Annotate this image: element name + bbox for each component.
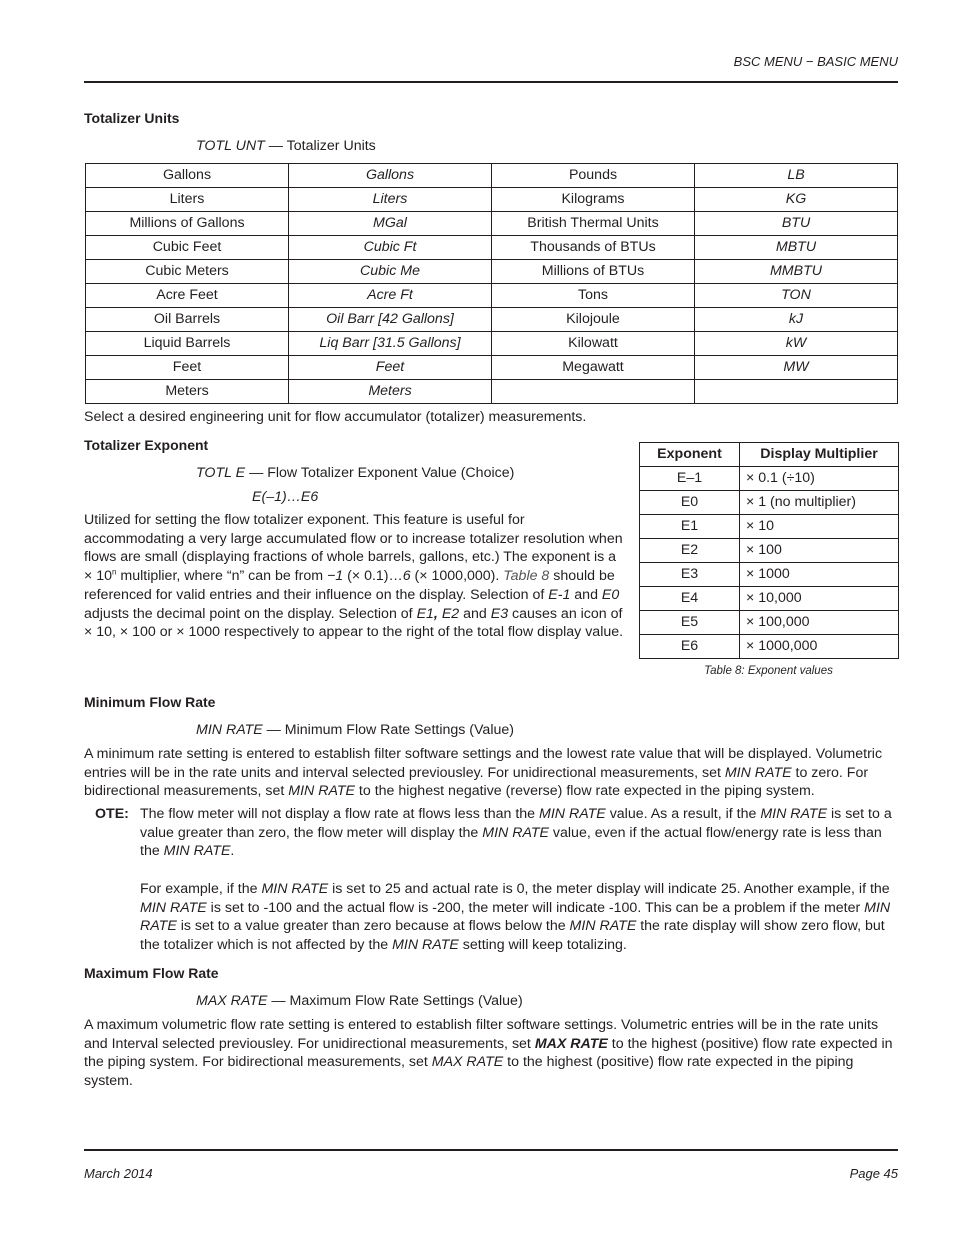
header-rule bbox=[84, 81, 898, 83]
menu-line-min-rate bbox=[196, 721, 514, 740]
section-heading-totalizer-units: Totalizer Units bbox=[84, 110, 180, 126]
unit-name-cell: Meters bbox=[86, 380, 289, 404]
menu-line-totl-e bbox=[196, 464, 514, 483]
unit-display-cell: BTU bbox=[695, 212, 898, 236]
exponent-cell: E5 bbox=[640, 611, 740, 635]
table-row bbox=[640, 587, 899, 611]
unit-display-cell bbox=[695, 380, 898, 404]
column-header-display-multiplier: Display Multiplier bbox=[740, 443, 899, 467]
unit-name-cell: Kilojoule bbox=[492, 308, 695, 332]
table-row bbox=[86, 188, 898, 212]
table-8-reference[interactable]: Table 8 bbox=[503, 568, 550, 585]
footer-date: March 2014 bbox=[84, 1166, 153, 1181]
menu-description: — Minimum Flow Rate Settings (Value) bbox=[262, 722, 514, 738]
unit-name-cell: Oil Barrels bbox=[86, 308, 289, 332]
exponent-cell: E3 bbox=[640, 563, 740, 587]
menu-code: TOTL E bbox=[196, 465, 246, 481]
unit-display-cell: Cubic Ft bbox=[289, 236, 492, 260]
menu-code: TOTL UNT bbox=[196, 138, 265, 154]
unit-display-cell: Liq Barr [31.5 Gallons] bbox=[289, 332, 492, 356]
unit-name-cell: Millions of Gallons bbox=[86, 212, 289, 236]
unit-display-cell: Cubic Me bbox=[289, 260, 492, 284]
unit-display-cell: kJ bbox=[695, 308, 898, 332]
table-row bbox=[640, 491, 899, 515]
table-caption: Table 8: Exponent values bbox=[704, 665, 833, 677]
unit-display-cell: Oil Barr [42 Gallons] bbox=[289, 308, 492, 332]
totalizer-exponent-description: Utilized for setting the flow totalizer exponent. This feature is useful for accommodating a very large accumulated flow or to increase totalizer resolution when flows are small (displaying fractions of whole barrels, gallons, etc.) The exponent is $a \times 10^n$ multiplier, where “n” can be from −1 (× 0.1)…6 (× 1000,000). Table 8 should be referenced for valid entries and their influence on the display. Selection of E-1 and E0 adjusts the decimal point on the display. Selection of E1, E2 and E3 causes an icon of × 10, × 100 or × 1000 respectively to appear to the right of the total flow display value. bbox=[84, 512, 624, 641]
table-row bbox=[640, 515, 899, 539]
unit-name-cell bbox=[492, 380, 695, 404]
unit-display-cell: Gallons bbox=[289, 164, 492, 188]
unit-name-cell: Feet bbox=[86, 356, 289, 380]
exponent-values-table bbox=[639, 442, 899, 659]
menu-description: — Maximum Flow Rate Settings (Value) bbox=[267, 993, 523, 1009]
exponent-cell: E2 bbox=[640, 539, 740, 563]
unit-name-cell: Gallons bbox=[86, 164, 289, 188]
unit-display-cell: MMBTU bbox=[695, 260, 898, 284]
menu-code: MAX RATE bbox=[196, 993, 268, 1009]
unit-name-cell: Kilowatt bbox=[492, 332, 695, 356]
menu-line-max-rate bbox=[196, 992, 523, 1011]
unit-name-cell: Thousands of BTUs bbox=[492, 236, 695, 260]
section-heading-maximum-flow-rate: Maximum Flow Rate bbox=[84, 965, 219, 981]
multiplier-cell: × 10 bbox=[740, 515, 899, 539]
exponent-cell: E4 bbox=[640, 587, 740, 611]
unit-name-cell: Tons bbox=[492, 284, 695, 308]
multiplier-cell: × 10,000 bbox=[740, 587, 899, 611]
unit-display-cell: Feet bbox=[289, 356, 492, 380]
section-heading-totalizer-exponent: Totalizer Exponent bbox=[84, 437, 209, 453]
table-row bbox=[640, 635, 899, 659]
table-row bbox=[86, 308, 898, 332]
multiplier-cell: × 100 bbox=[740, 539, 899, 563]
totalizer-units-table bbox=[85, 163, 898, 404]
note-text: The flow meter will not display a flow rate at flows less than the MIN RATE value. As a result, if the MIN RATE is set to a value greater than zero, the flow meter will display the MIN RATE value, even if the actual flow/energy rate is less than the MIN RATE. bbox=[140, 806, 892, 860]
unit-display-cell: TON bbox=[695, 284, 898, 308]
unit-name-cell: Cubic Meters bbox=[86, 260, 289, 284]
exponent-cell: E1 bbox=[640, 515, 740, 539]
unit-name-cell: Pounds bbox=[492, 164, 695, 188]
unit-display-cell: LB bbox=[695, 164, 898, 188]
running-header: BSC MENU − BASIC MENU bbox=[733, 54, 898, 69]
table-row bbox=[640, 467, 899, 491]
table-row bbox=[86, 236, 898, 260]
unit-display-cell: MBTU bbox=[695, 236, 898, 260]
unit-name-cell: British Thermal Units bbox=[492, 212, 695, 236]
unit-display-cell: Acre Ft bbox=[289, 284, 492, 308]
exponent-cell: E6 bbox=[640, 635, 740, 659]
multiplier-cell: × 1000 bbox=[740, 563, 899, 587]
table-row bbox=[640, 611, 899, 635]
menu-description: — Totalizer Units bbox=[264, 138, 376, 154]
footer-page-number: Page 45 bbox=[849, 1166, 898, 1181]
note-label: OTE: bbox=[95, 806, 129, 822]
footer-rule bbox=[84, 1149, 898, 1151]
unit-name-cell: Kilograms bbox=[492, 188, 695, 212]
table-row bbox=[86, 284, 898, 308]
unit-display-cell: MW bbox=[695, 356, 898, 380]
multiplier-cell: × 1000,000 bbox=[740, 635, 899, 659]
unit-display-cell: Liters bbox=[289, 188, 492, 212]
unit-name-cell: Millions of BTUs bbox=[492, 260, 695, 284]
table-row bbox=[640, 539, 899, 563]
exponent-cell: E0 bbox=[640, 491, 740, 515]
multiplier-cell: × 1 (no multiplier) bbox=[740, 491, 899, 515]
note-example: For example, if the MIN RATE is set to 25 and actual rate is 0, the meter display will indicate 25. Another example, if the MIN RATE is set to -100 and the actual flow is -200, the meter will indicate -100. This can be a problem if the meter MIN RATE is set to a value greater than zero because at flows below the MIN RATE the rate display will show zero flow, but the totalizer which is not affected by the MIN RATE setting will keep totalizing. bbox=[140, 881, 891, 954]
unit-display-cell: Meters bbox=[289, 380, 492, 404]
unit-name-cell: Megawatt bbox=[492, 356, 695, 380]
section-heading-minimum-flow-rate: Minimum Flow Rate bbox=[84, 694, 216, 710]
table-row bbox=[86, 380, 898, 404]
maximum-flow-rate-description: A maximum volumetric flow rate setting is entered to establish filter software settings. Volumetric entries will be in the rate units and Interval selected previousley. For unidirectional measurements, set MAX RATE to the highest (positive) flow rate expected in the piping system. For bidirectional measurements, set MAX RATE to the highest (positive) flow rate expected in the piping system. bbox=[84, 1017, 893, 1090]
table-row bbox=[86, 260, 898, 284]
minimum-flow-rate-description: A minimum rate setting is entered to establish filter software settings and the lowest rate value that will be displayed. Volumetric entries will be in the rate units and interval selected previousley. For unidirectional measurements, set MIN RATE to zero. For bidirectional measurements, set MIN RATE to the highest negative (reverse) flow rate expected in the piping system. bbox=[84, 746, 883, 800]
table-header-row bbox=[640, 443, 899, 467]
table-row bbox=[86, 164, 898, 188]
column-header-exponent: Exponent bbox=[640, 443, 740, 467]
menu-code: MIN RATE bbox=[196, 722, 263, 738]
menu-description: — Flow Totalizer Exponent Value (Choice) bbox=[245, 465, 515, 481]
unit-name-cell: Cubic Feet bbox=[86, 236, 289, 260]
multiplier-cell: × 100,000 bbox=[740, 611, 899, 635]
table-row bbox=[86, 356, 898, 380]
multiplier-cell: × 0.1 (÷10) bbox=[740, 467, 899, 491]
unit-name-cell: Acre Feet bbox=[86, 284, 289, 308]
unit-name-cell: Liters bbox=[86, 188, 289, 212]
totalizer-units-description: Select a desired engineering unit for flow accumulator (totalizer) measurements. bbox=[84, 409, 587, 425]
unit-display-cell: kW bbox=[695, 332, 898, 356]
table-row bbox=[640, 563, 899, 587]
unit-name-cell: Liquid Barrels bbox=[86, 332, 289, 356]
exponent-range: E(–1)…E6 bbox=[252, 489, 319, 505]
table-row bbox=[86, 332, 898, 356]
table-row bbox=[86, 212, 898, 236]
unit-display-cell: KG bbox=[695, 188, 898, 212]
unit-display-cell: MGal bbox=[289, 212, 492, 236]
menu-line-totl-unt bbox=[196, 137, 376, 156]
exponent-cell: E–1 bbox=[640, 467, 740, 491]
